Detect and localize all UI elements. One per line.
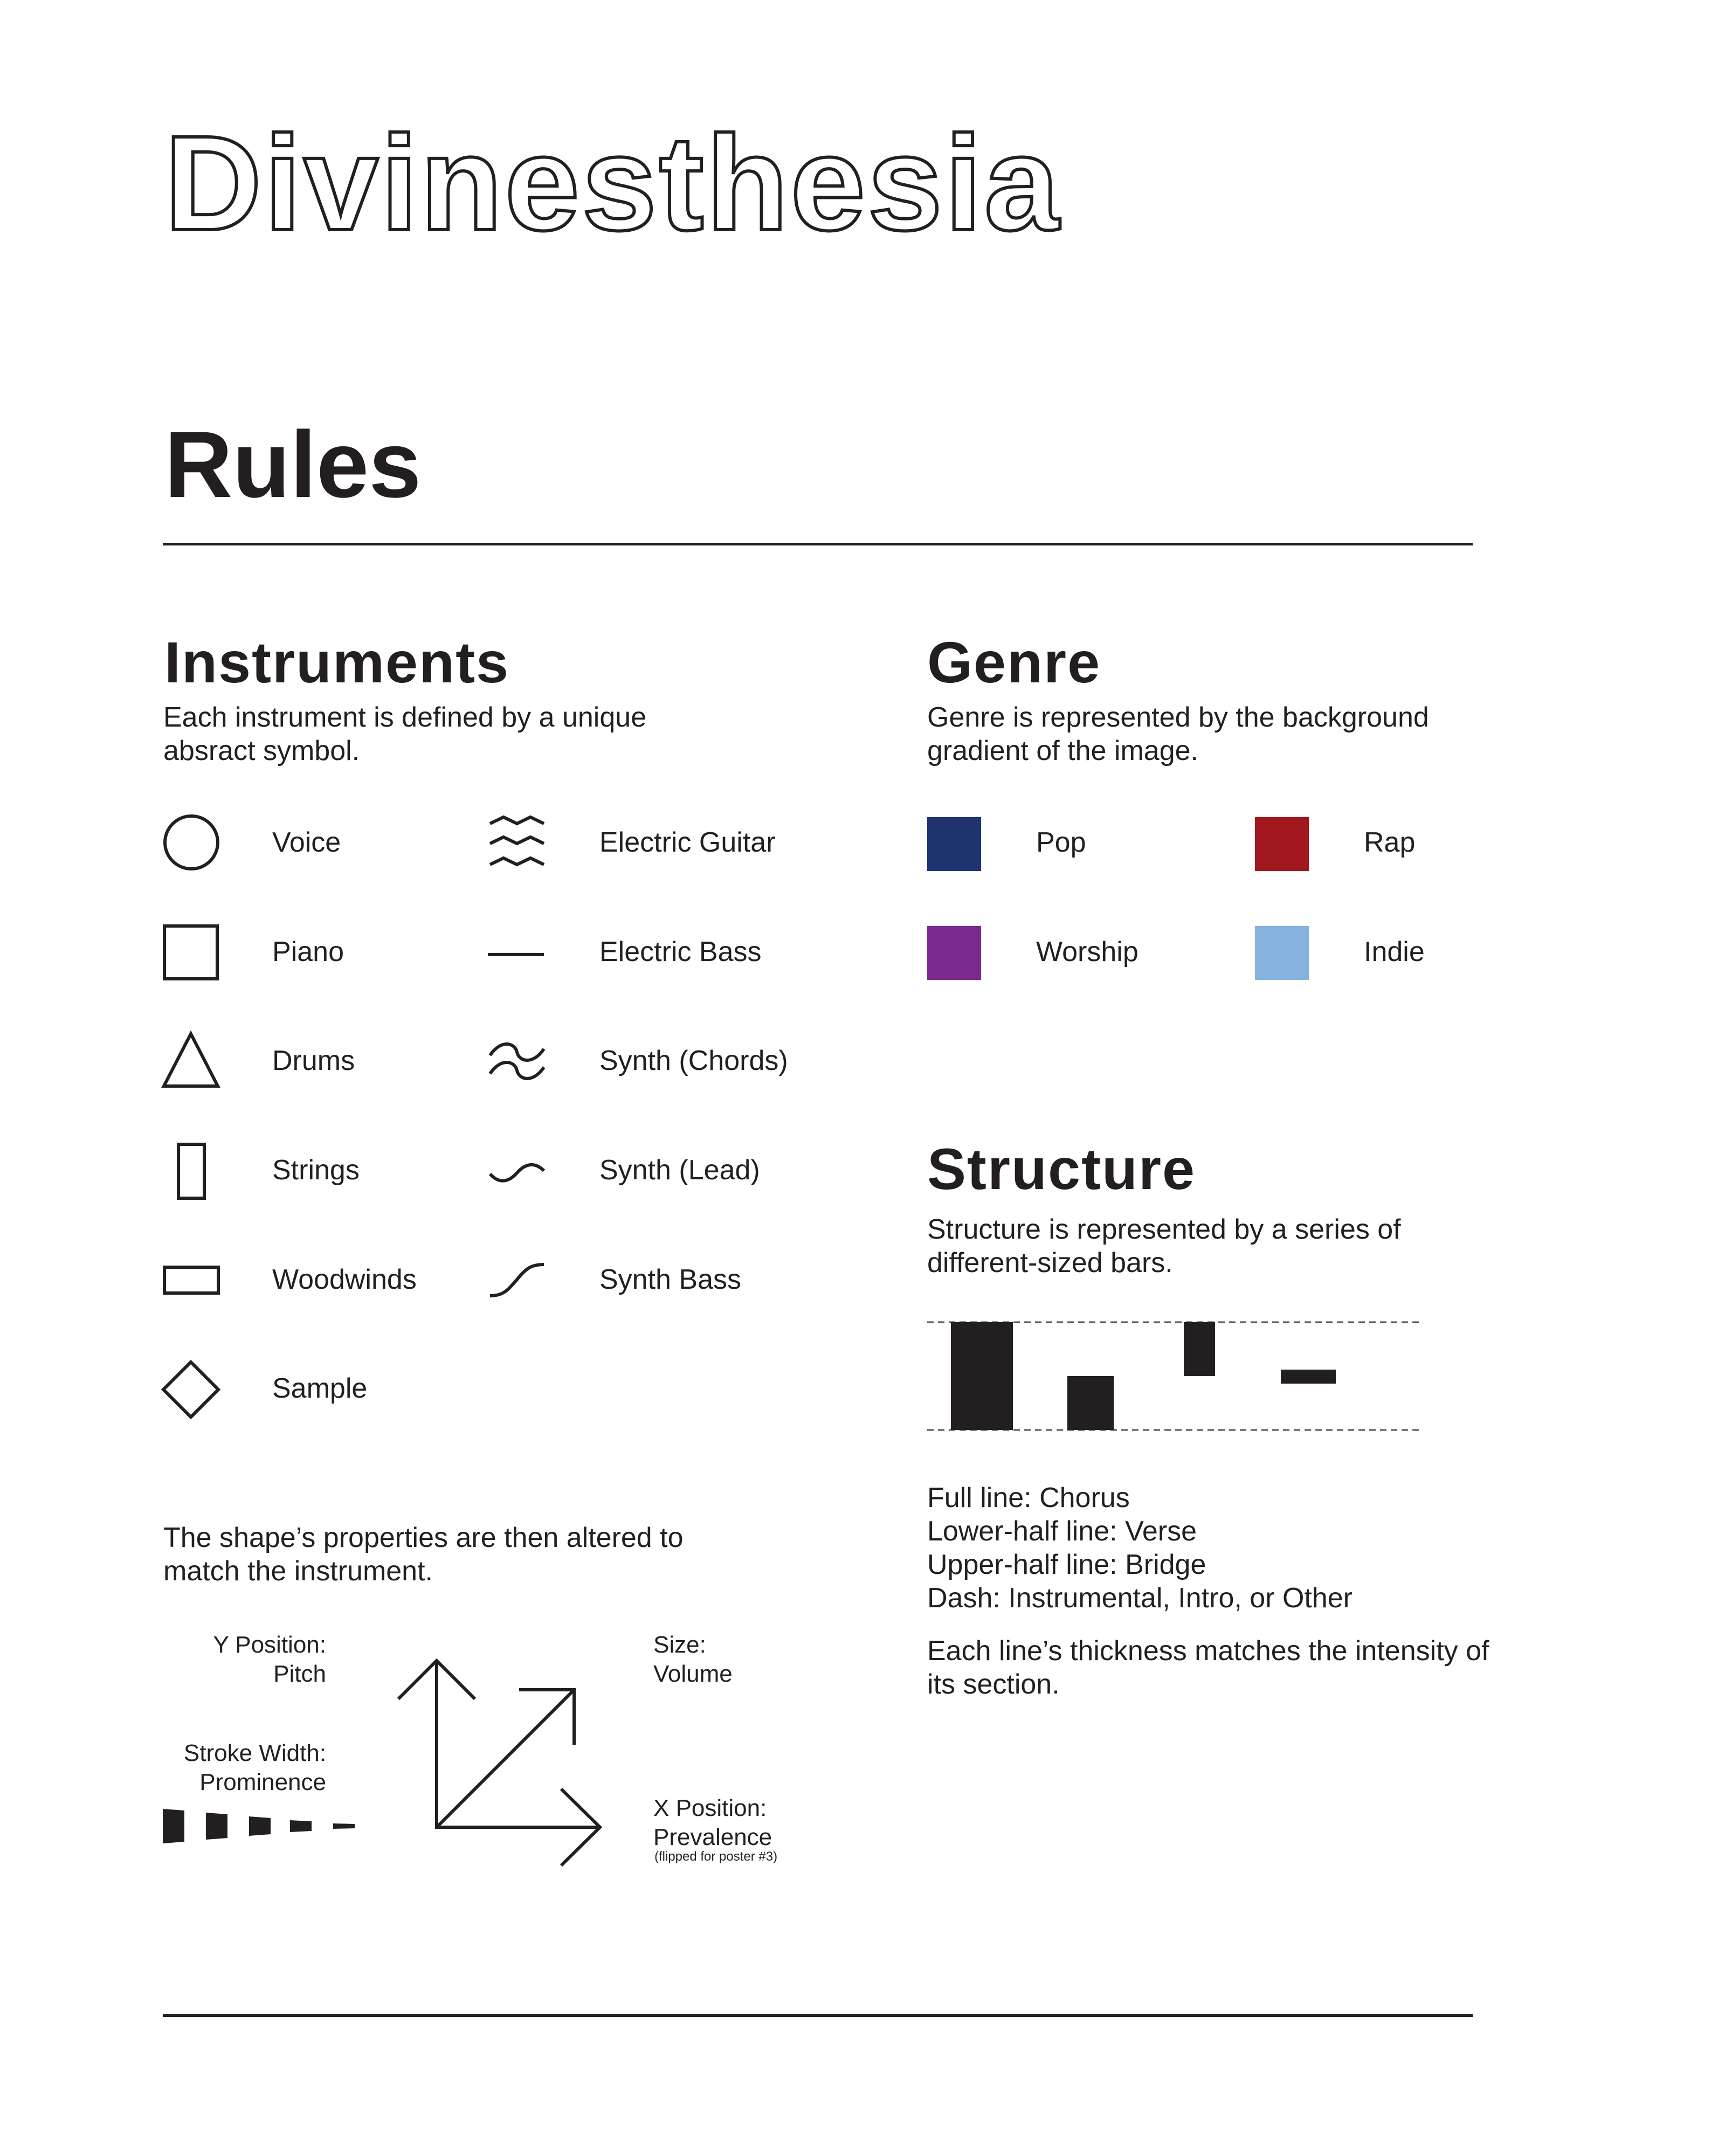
genre-swatch-rap <box>1255 817 1309 871</box>
instrument-label-electric-guitar: Electric Guitar <box>599 827 776 858</box>
structure-thickness-note: Each line’s thickness matches the intensity of its section. <box>927 1635 1489 1700</box>
structure-legend <box>927 1481 1353 1615</box>
stroke-width-value: Prominence <box>199 1769 326 1795</box>
tall-rectangle-icon <box>177 1143 206 1200</box>
page-title: Divinesthesia <box>164 108 1061 258</box>
y-position-value: Pitch <box>273 1661 326 1687</box>
genre-label-indie: Indie <box>1364 936 1425 968</box>
s-curve-icon <box>488 1261 546 1299</box>
stroke-width-dashes-icon <box>163 1807 357 1845</box>
instrument-label-drums: Drums <box>272 1045 355 1076</box>
x-position-title: X Position: <box>653 1795 767 1821</box>
instrument-label-woodwinds: Woodwinds <box>272 1264 417 1295</box>
axes-arrows-icon <box>396 1657 606 1873</box>
triangle-icon <box>161 1031 221 1089</box>
single-wave-icon <box>488 1158 546 1185</box>
properties-intro: The shape’s properties are then altered to match the instrument. <box>163 1522 684 1587</box>
instrument-label-synth-chords: Synth (Chords) <box>599 1045 788 1076</box>
size-title: Size: <box>653 1632 706 1658</box>
bottom-divider <box>163 2014 1473 2017</box>
structure-bar-verse <box>1067 1376 1114 1430</box>
structure-description: Structure is represented by a series of different-sized bars. <box>927 1214 1401 1279</box>
double-wave-icon <box>488 1040 546 1083</box>
genre-label-worship: Worship <box>1036 936 1138 968</box>
genre-swatch-worship <box>927 926 981 980</box>
structure-legend-item: Full line: Chorus <box>927 1482 1130 1514</box>
x-position-note: (flipped for poster #3) <box>654 1849 778 1864</box>
instrument-label-strings: Strings <box>272 1155 360 1186</box>
structure-bar-dash <box>1281 1370 1336 1384</box>
structure-legend-item: Upper-half line: Bridge <box>927 1549 1206 1580</box>
structure-bars-diagram <box>927 1319 1423 1433</box>
y-position-label <box>162 1630 326 1689</box>
diamond-icon <box>161 1359 221 1420</box>
genre-swatch-indie <box>1255 926 1309 980</box>
wide-rectangle-icon <box>163 1266 220 1295</box>
instrument-label-sample: Sample <box>272 1373 368 1404</box>
x-position-value: Prevalence <box>653 1824 772 1850</box>
straight-line-icon <box>488 952 544 957</box>
instruments-heading: Instruments <box>164 630 510 695</box>
stroke-width-title: Stroke Width: <box>183 1740 326 1766</box>
instrument-label-voice: Voice <box>272 827 341 858</box>
size-label <box>653 1630 733 1689</box>
zigzag-lines-icon <box>488 814 547 873</box>
x-position-label <box>653 1794 772 1852</box>
square-icon <box>163 924 219 980</box>
genre-swatch-pop <box>927 817 981 871</box>
instrument-label-synth-lead: Synth (Lead) <box>599 1155 760 1186</box>
genre-description: Genre is represented by the background gradient of the image. <box>927 702 1429 766</box>
circle-icon <box>162 813 221 872</box>
structure-heading: Structure <box>927 1136 1196 1201</box>
structure-bar-chorus <box>951 1322 1013 1430</box>
instrument-label-electric-bass: Electric Bass <box>599 936 762 968</box>
stroke-width-label <box>162 1739 326 1797</box>
genre-heading: Genre <box>927 630 1101 695</box>
top-divider <box>163 543 1473 545</box>
genre-label-rap: Rap <box>1364 827 1416 858</box>
y-position-title: Y Position: <box>213 1632 326 1658</box>
instrument-label-synth-bass: Synth Bass <box>599 1264 742 1295</box>
rules-heading: Rules <box>164 412 422 517</box>
size-value: Volume <box>653 1661 733 1687</box>
genre-label-pop: Pop <box>1036 827 1086 858</box>
instruments-description: Each instrument is defined by a unique absract symbol. <box>163 702 647 766</box>
structure-bar-bridge <box>1184 1322 1215 1376</box>
structure-legend-item: Dash: Instrumental, Intro, or Other <box>927 1583 1353 1614</box>
structure-legend-item: Lower-half line: Verse <box>927 1516 1197 1547</box>
instrument-label-piano: Piano <box>272 936 344 968</box>
